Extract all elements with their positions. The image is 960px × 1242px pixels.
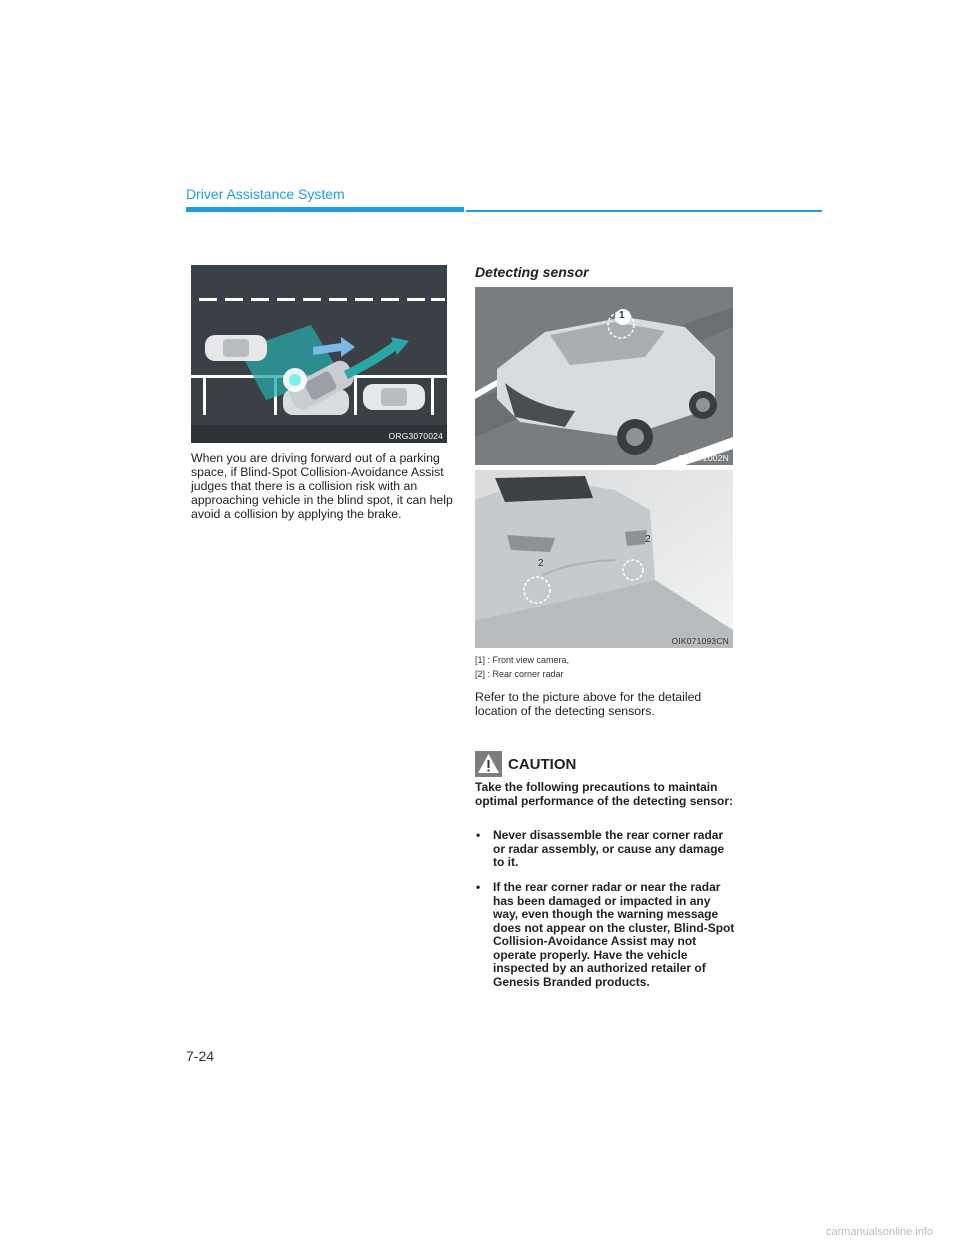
callout-label-1: 1	[619, 310, 625, 321]
header-rule	[466, 210, 822, 212]
header-accent-bar	[186, 207, 464, 212]
page-number: 7-24	[186, 1048, 215, 1064]
caution-bullet-text: If the rear corner radar or near the radar has been damaged or impacted in any way, even though the warning message does not appear on the cluster, Blind-Spot Collision-Avoidance Assist may not operate properly. Have the vehicle inspected by an authorized retailer of Genesis Branded products.	[493, 880, 735, 989]
figure-front-camera	[475, 287, 733, 465]
caution-bullet	[476, 881, 738, 989]
rear-car-illustration	[475, 470, 733, 648]
right-paragraph: Refer to the picture above for the detailed location of the detecting sensors.	[475, 690, 702, 718]
section-heading-detecting-sensor: Detecting sensor	[475, 264, 589, 280]
parking-scenario-illustration	[191, 265, 447, 443]
callout-label-2a: 2	[538, 558, 544, 569]
bullet-dot: •	[476, 828, 481, 842]
callout-label-2b: 2	[645, 534, 651, 545]
figure-rear-radar	[475, 470, 733, 648]
caution-bullet	[476, 829, 738, 870]
figure-parking-scenario	[191, 265, 447, 443]
figure-code: OIK072002N	[677, 453, 729, 463]
left-paragraph: When you are driving forward out of a parking space, if Blind-Spot Collision-Avoidance Assist judges that there is a collision risk with an approaching vehicle in the blind spot, it can help avoid a collision by applying the brake.	[191, 451, 453, 521]
bullet-dot: •	[476, 880, 481, 894]
figure-code: OIK071093CN	[671, 636, 729, 646]
footer-watermark: carmanualsonline.info	[826, 1226, 934, 1238]
figure-code: ORG3070024	[388, 431, 443, 441]
header-section-title: Driver Assistance System	[186, 186, 345, 202]
caution-bullet-text: Never disassemble the rear corner radar or radar assembly, or cause any damage to it.	[493, 828, 725, 869]
warning-triangle-icon	[475, 751, 502, 777]
legend-item-2: [2] : Rear corner radar	[475, 669, 564, 679]
caution-intro: Take the following precautions to maintain optimal performance of the detecting sensor:	[475, 780, 734, 808]
legend-item-1: [1] : Front view camera,	[475, 655, 570, 665]
front-car-illustration	[475, 287, 733, 465]
caution-title: CAUTION	[508, 756, 577, 773]
